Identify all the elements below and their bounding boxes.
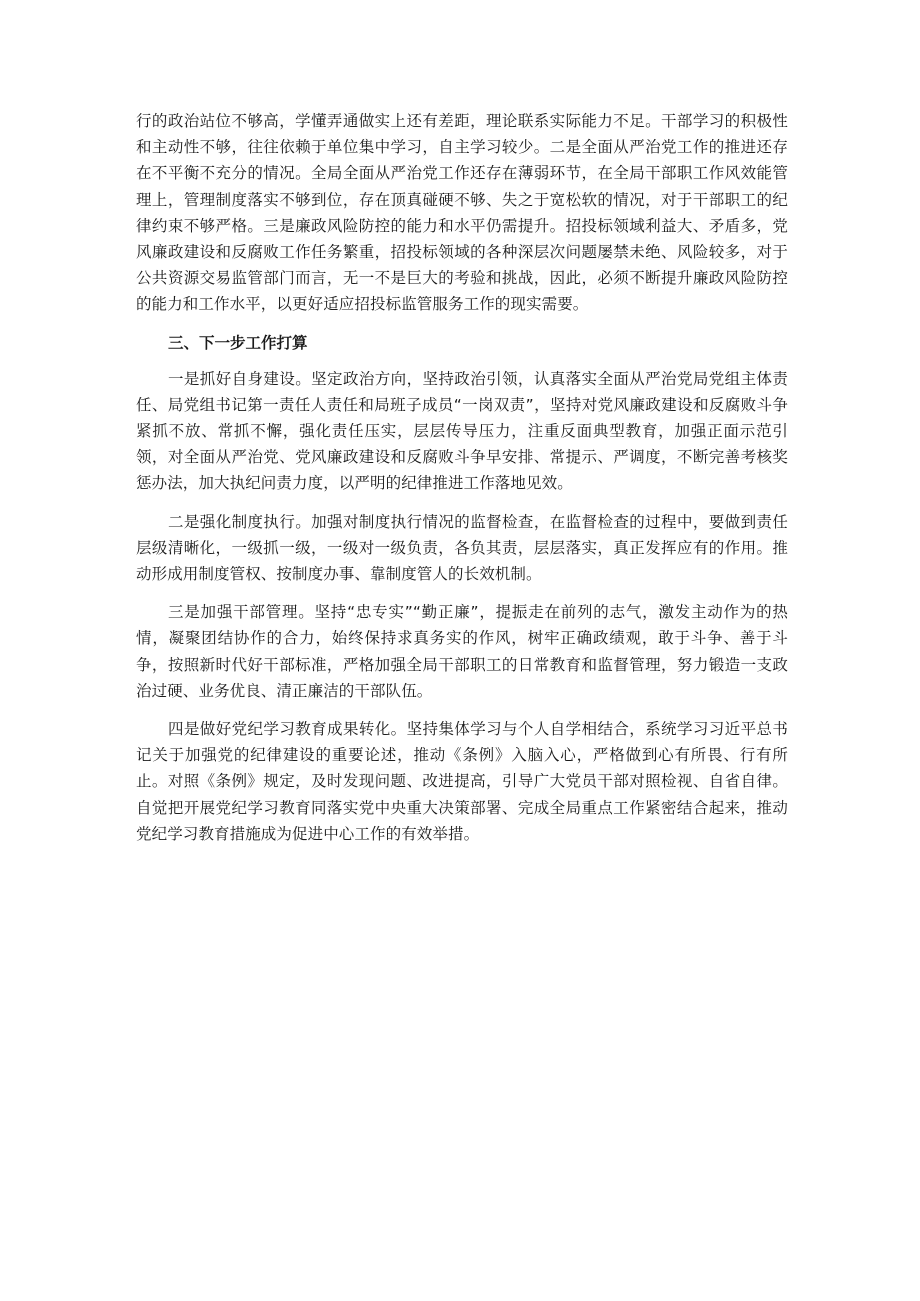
continuation-paragraph: 行的政治站位不够高，学懂弄通做实上还有差距，理论联系实际能力不足。干部学习的积极性和主动性不够，往往依赖于单位集中学习，自主学习较少。二是全面从严治党工作的推进还存在不平衡不充分的情况。全局全面从严治党工作还存在薄弱环节，在全局干部职工作风效能管理上，管理制度落实不够到位，存在顶真碰硬不够、失之于宽松软的情况，对于干部职工的纪律约束不够严格。三是廉政风险防控的能力和水平仍需提升。招投标领域利益大、矛盾多，党风廉政建设和反腐败工作任务繁重，招投标领域的各种深层次问题屡禁未绝、风险较多，对于公共资源交易监管部门而言，无一不是巨大的考验和挑战，因此，必须不断提升廉政风险防控的能力和工作水平，以更好适应招投标监管服务工作的现实需要。 [136,112,788,314]
work-plan-item-4: 四是做好党纪学习教育成果转化。坚持集体学习与个人自学相结合，系统学习习近平总书记关于加强党的纪律建设的重要论述，推动《条例》入脑入心，严格做到心有所畏、行有所止。对照《条例》规定，及时发现问题、改进提高，引导广大党员干部对照检视、自省自律。自觉把开展党纪学习教育同落实党中央重大决策部署、完成全局重点工作紧密结合起来，推动党纪学习教育措施成为促进中心工作的有效举措。 [136,720,788,843]
section-heading: 三、下一步工作打算 [168,333,308,352]
document-page [136,108,788,859]
work-plan-item-1: 一是抓好自身建设。坚定政治方向，坚持政治引领，认真落实全面从严治党局党组主体责任、局党组书记第一责任人责任和局班子成员“一岗双责”，坚持对党风廉政建设和反腐败斗争紧抓不放、常抓不懈，强化责任压实，层层传导压力，注重反面典型教育，加强正面示范引领，对全面从严治党、党风廉政建设和反腐败斗争早安排、常提示、严调度，不断完善考核奖惩办法，加大执纪问责力度，以严明的纪律推进工作落地见效。 [136,369,788,493]
work-plan-item-2: 二是强化制度执行。加强对制度执行情况的监督检查，在监督检查的过程中，要做到责任层级清晰化，一级抓一级，一级对一级负责，各负其责，层层落实，真正发挥应有的作用。推动形成用制度管权、按制度办事、靠制度管人的长效机制。 [136,512,788,584]
work-plan-item-3: 三是加强干部管理。坚持“忠专实”“勤正廉”，提振走在前列的志气，激发主动作为的热情，凝聚团结协作的合力，始终保持求真务实的作风，树牢正确政绩观，敢于斗争、善于斗争，按照新时代好干部标准，严格加强全局干部职工的日常教育和监督管理，努力锻造一支政治过硬、业务优良、清正廉洁的干部队伍。 [136,603,788,700]
